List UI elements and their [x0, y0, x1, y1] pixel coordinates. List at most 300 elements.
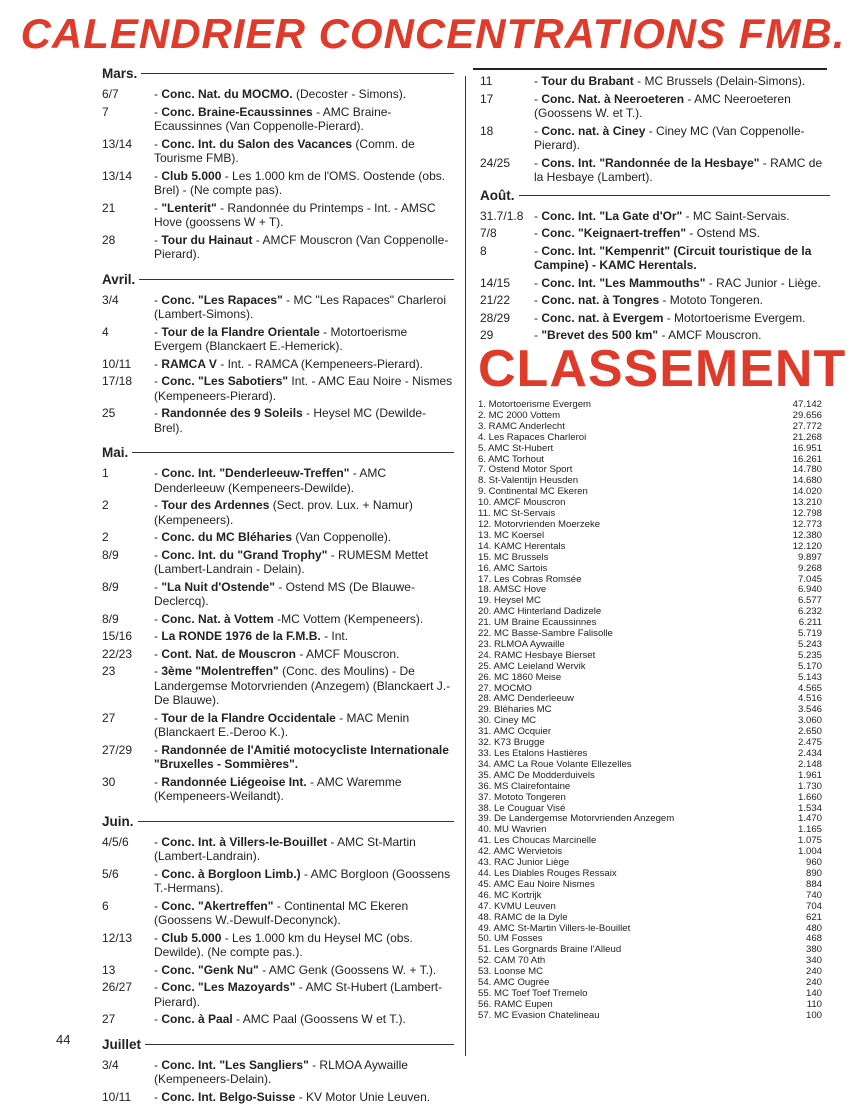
event-name: Club 5.000	[161, 168, 222, 183]
entry-date: 21/22	[480, 293, 511, 307]
entry-date: 3/4	[102, 292, 119, 307]
entry-text: - Conc. "Les Sabotiers" Int. - AMC Eau Noire - Nismes (Kempeneers-Pierard).	[154, 374, 453, 403]
ranking-row	[478, 673, 828, 684]
event-details: - KV Motor Unie Leuven.	[295, 1089, 431, 1104]
club-score: 5.235	[797, 649, 822, 661]
entry-text: - "Brevet des 500 km" - AMCF Mouscron.	[534, 328, 762, 342]
club-name: 47. KVMU Leuven	[478, 900, 556, 912]
club-score: 704	[805, 900, 822, 912]
event-details: - RLMOA Aywaille (Kempeneers-Delain).	[154, 1057, 408, 1086]
club-name: 50. UM Fosses	[478, 933, 543, 945]
club-name: 14. KAMC Herentals	[478, 540, 566, 552]
entry-date: 4/5/6	[102, 834, 129, 849]
club-name: 4. Les Rapaces Charleroi	[478, 431, 587, 443]
calendar-entry	[102, 711, 454, 740]
event-name: Conc. à Paal	[161, 1012, 233, 1026]
entry-text: - Conc. Int. à Villers-le-Bouillet - AMC St-Martin (Lambert-Landrain).	[154, 834, 416, 863]
ranking-row	[478, 1011, 828, 1022]
club-score: 3.060	[797, 715, 822, 727]
calendar-entry	[102, 105, 454, 134]
event-name: Tour du Hainaut	[161, 232, 253, 247]
club-score: 2.434	[797, 748, 822, 759]
calendar-entry	[102, 664, 454, 708]
calendar-entry	[102, 612, 454, 627]
month-rule	[519, 195, 831, 196]
calendar-entry	[102, 743, 454, 772]
entry-text: - Club 5.000 - Les 1.000 km du Heysel MC (obs. Dewilde). (Ne compte pas.).	[154, 930, 413, 959]
event-name: Randonnée Liégeoise Int.	[161, 774, 307, 789]
club-score: 1.470	[797, 813, 822, 825]
event-name: RAMCA V	[161, 356, 217, 371]
club-score: 100	[805, 1009, 822, 1021]
event-name: 3ème "Molentreffen"	[161, 664, 279, 678]
calendar-entry	[102, 325, 454, 354]
club-score: 6.577	[797, 595, 822, 607]
calendar-entry	[102, 867, 454, 896]
event-name: Conc. Int. du "Grand Trophy"	[161, 547, 328, 562]
entry-text: - Conc. "Les Rapaces" - MC "Les Rapaces" Charleroi (Lambert-Simons).	[154, 292, 447, 321]
club-name: 52. CAM 70 Ath	[478, 955, 546, 967]
event-details: - Continental MC Ekeren (Goossens W.-Dewulf-Deconynck).	[154, 898, 409, 927]
event-details: - Les 1.000 km de l'OMS. Oostende (obs. Brel) - (Ne compte pas).	[154, 168, 446, 197]
club-score: 1.534	[797, 802, 822, 814]
club-name: 24. RAMC Hesbaye Bierset	[478, 649, 596, 661]
club-name: 48. RAMC de la Dyle	[478, 911, 568, 923]
club-score: 621	[805, 911, 822, 923]
entry-text: - Conc. Int. "Les Sangliers" - RLMOA Aywaille (Kempeneers-Delain).	[154, 1057, 408, 1086]
entry-date: 10/11	[102, 1089, 132, 1104]
entry-text: - "Lenterit" - Randonnée du Printemps - Int. - AMSC Hove (goossens W + T).	[154, 200, 436, 229]
event-name: Tour de la Flandre Occidentale	[161, 710, 336, 725]
calendar-entry	[480, 209, 830, 224]
club-name: 10. AMCF Mouscron	[478, 497, 566, 509]
calendar-entry	[480, 74, 830, 89]
club-score: 9.897	[797, 551, 822, 563]
event-details: - Les 1.000 km du Heysel MC (obs. Dewilde). (Ne compte pas.).	[154, 930, 413, 959]
club-score: 5.143	[797, 671, 822, 683]
club-name: 20. AMC Hinterland Dadizele	[478, 606, 602, 618]
event-name: Cons. Int. "Randonnée de la Hesbaye"	[541, 155, 760, 170]
event-details: (Decoster - Simons).	[292, 87, 407, 101]
event-name: Conc. "Les Sabotiers"	[161, 374, 289, 388]
event-details: - Motortoerisme Evergem.	[663, 310, 806, 325]
club-name: 17. Les Cobras Romsée	[478, 573, 582, 585]
calendar-entry	[102, 374, 454, 403]
club-name: 55. MC Toef Toef Tremelo	[478, 987, 588, 999]
month-name: Mars.	[102, 66, 138, 81]
club-score: 4.516	[797, 693, 822, 705]
club-name: 54. AMC Ougrée	[478, 977, 550, 989]
event-name: Conc. "Les Rapaces"	[161, 292, 283, 307]
page-number: 44	[56, 1032, 71, 1047]
club-score: 5.719	[797, 628, 822, 640]
month-heading	[102, 272, 454, 287]
event-name: Club 5.000	[161, 930, 222, 945]
club-score: 9.268	[797, 562, 822, 574]
club-score: 1.730	[797, 780, 822, 792]
entry-text: - Tour des Ardennes (Sect. prov. Lux. + Namur) (Kempeneers).	[154, 498, 413, 527]
club-score: 1.961	[797, 769, 822, 781]
event-details: - AMC Genk (Goossens W. + T.).	[258, 962, 437, 977]
club-name: 42. AMC Wervietois	[478, 846, 563, 858]
event-details: - AMC Borgloon (Goossens T.-Hermans).	[154, 866, 451, 895]
entry-text: - Conc. Int. "Les Mammouths" - RAC Junior - Liège.	[534, 275, 821, 290]
entry-text: - Conc. à Paal - AMC Paal (Goossens W et T.).	[154, 1012, 406, 1026]
club-score: 14.680	[792, 475, 822, 487]
calendar-entry	[102, 835, 454, 864]
entry-text: - Conc. Int. du "Grand Trophy" - RUMESM Mettet (Lambert-Landrain - Delain).	[154, 547, 429, 576]
club-name: 57. MC Evasion Chatelineau	[478, 1009, 600, 1021]
event-name: Conc. Int. "Les Mammouths"	[541, 275, 706, 290]
club-name: 9. Continental MC Ekeren	[478, 486, 588, 498]
event-details: - Mototo Tongeren.	[659, 293, 763, 307]
entry-date: 13/14	[102, 168, 133, 183]
calendar-entry	[102, 647, 454, 662]
club-score: 29.656	[792, 409, 822, 421]
calendar-entry	[480, 156, 830, 185]
month-name: Août.	[480, 187, 515, 203]
club-score: 16.261	[792, 453, 822, 465]
entry-text: - Randonnée de l'Amitié motocycliste Internationale "Bruxelles - Sommières".	[154, 742, 449, 771]
event-details: - Randonnée du Printemps - Int. - AMSC Hove (goossens W + T).	[154, 200, 436, 229]
event-name: La RONDE 1976 de la F.M.B.	[161, 629, 321, 643]
calendar-entry	[102, 357, 454, 372]
event-name: Conc. Nat. à Neeroeteren	[541, 91, 685, 106]
club-score: 1.004	[797, 846, 822, 858]
calendar-entry	[102, 466, 454, 495]
club-score: 14.020	[792, 486, 822, 498]
club-name: 26. MC 1860 Meise	[478, 671, 562, 683]
club-name: 5. AMC St-Hubert	[478, 442, 554, 454]
event-details: Int. - AMC Eau Noire - Nismes (Kempeneers-Pierard).	[154, 374, 453, 403]
calendar-right-column	[480, 74, 830, 346]
event-name: Conc. Int. Belgo-Suisse	[161, 1089, 296, 1104]
event-name: Conc. Int. à Villers-le-Bouillet	[161, 834, 328, 849]
entry-text: - Tour de la Flandre Occidentale - MAC Menin (Blanckaert E.-Deroo K.).	[154, 710, 410, 739]
calendar-entry	[102, 629, 454, 644]
club-score: 12.120	[792, 540, 822, 552]
club-name: 6. AMC Torhout	[478, 453, 544, 465]
club-score: 12.773	[792, 518, 822, 530]
month-rule	[139, 279, 454, 280]
event-name: Conc. Braine-Ecaussinnes	[161, 104, 313, 119]
event-details: - MAC Menin (Blanckaert E.-Deroo K.).	[154, 710, 410, 739]
entry-text: - Conc. nat. à Tongres - Mototo Tongeren.	[534, 293, 763, 307]
club-name: 45. AMC Eau Noire Nismes	[478, 878, 595, 890]
event-details: - AMC Braine-Ecaussinnes (Van Coppenolle-Pierard).	[154, 104, 392, 133]
club-score: 110	[806, 998, 822, 1010]
event-name: Conc. "Keignaert-treffen"	[541, 226, 687, 240]
club-name: 2. MC 2000 Vottem	[478, 409, 561, 421]
event-name: Conc. du MC Bléharies	[161, 530, 293, 544]
month-heading	[102, 814, 454, 829]
club-score: 5.170	[797, 660, 822, 672]
entry-text: - Conc. Int. du Salon des Vacances (Comm. de Tourisme FMB).	[154, 136, 415, 165]
club-name: 53. Loonse MC	[478, 966, 544, 978]
event-name: Conc. nat. à Tongres	[541, 293, 660, 307]
entry-text: - Conc. "Les Mazoyards" - AMC St-Hubert (Lambert-Pierard).	[154, 980, 443, 1009]
event-name: Conc. Nat. à Vottem	[161, 611, 274, 626]
entry-date: 8	[480, 243, 487, 258]
club-score: 960	[805, 857, 822, 869]
calendar-entry	[102, 530, 454, 545]
month-rule	[138, 821, 454, 822]
club-score: 468	[805, 933, 822, 945]
entry-text: - Randonnée Liégeoise Int. - AMC Waremme (Kempeneers-Weilandt).	[154, 774, 402, 803]
entry-date: 15/16	[102, 629, 133, 643]
club-name: 46. MC Kortrijk	[478, 889, 542, 901]
club-name: 49. AMC St-Martin Villers-le-Bouillet	[478, 922, 631, 934]
entry-date: 2	[102, 498, 109, 512]
event-name: Randonnée de l'Amitié motocycliste Internationale "Bruxelles - Sommières".	[154, 742, 449, 771]
event-name: Cont. Nat. de Mouscron	[161, 646, 297, 661]
month-name: Mai.	[102, 445, 129, 460]
club-name: 56. RAMC Eupen	[478, 998, 553, 1010]
calendar-entry	[480, 311, 830, 326]
entry-date: 22/23	[102, 646, 133, 661]
event-details: (Comm. de Tourisme FMB).	[154, 136, 415, 165]
entry-text: - Conc. Nat. à Vottem -MC Vottem (Kempeneers).	[154, 611, 424, 626]
club-name: 13. MC Koersel	[478, 529, 545, 541]
month-rule	[145, 1044, 454, 1045]
club-name: 15. MC Brussels	[478, 551, 549, 563]
event-details: - Ostend MS.	[686, 226, 761, 240]
club-name: 3. RAMC Anderlecht	[478, 420, 565, 432]
entry-date: 17/18	[102, 374, 133, 388]
entry-text: - Randonnée des 9 Soleils - Heysel MC (Dewilde-Brel).	[154, 406, 427, 435]
club-score: 47.142	[792, 399, 822, 410]
calendar-entry	[480, 244, 830, 273]
entry-text: - Conc. "Genk Nu" - AMC Genk (Goossens W. + T.).	[154, 962, 437, 977]
club-score: 240	[805, 966, 822, 978]
month-heading	[102, 66, 454, 81]
calendar-entry	[480, 293, 830, 308]
ranking-row	[478, 433, 828, 444]
calendar-entry	[480, 226, 830, 241]
calendar-entry	[102, 1058, 454, 1087]
calendar-left-column	[102, 66, 454, 1107]
month-rule	[132, 452, 454, 453]
club-score: 4.565	[797, 682, 822, 694]
event-details: - Int. - RAMCA (Kempeneers-Pierard).	[216, 356, 423, 371]
calendar-entry	[102, 406, 454, 435]
entry-date: 13/14	[102, 136, 133, 151]
club-score: 27.772	[792, 420, 822, 432]
event-details: -MC Vottem (Kempeneers).	[273, 611, 424, 626]
club-score: 2.148	[797, 758, 822, 770]
entry-date: 28	[102, 232, 116, 247]
club-score: 340	[805, 955, 822, 967]
event-name: Conc. Int. "Les Sangliers"	[161, 1057, 309, 1072]
calendar-entry	[102, 963, 454, 978]
calendar-entry	[102, 1012, 454, 1027]
club-name: 21. UM Braine Ecaussinnes	[478, 617, 597, 629]
club-score: 740	[805, 889, 822, 901]
club-score: 16.951	[792, 442, 822, 454]
club-score: 140	[805, 987, 822, 999]
club-score: 240	[805, 977, 822, 989]
club-score: 890	[805, 867, 822, 879]
classement-title: CLASSEMENT	[478, 340, 847, 398]
club-name: 36. MS Clairefontaine	[478, 780, 571, 792]
month-heading	[480, 188, 830, 203]
entry-text: - Conc. Int. Belgo-Suisse - KV Motor Unie Leuven.	[154, 1089, 431, 1104]
entry-date: 31.7/1.8	[480, 208, 524, 223]
entry-text: - RAMCA V - Int. - RAMCA (Kempeneers-Pierard).	[154, 356, 423, 371]
club-score: 1.075	[797, 835, 822, 847]
ranking-row	[478, 444, 828, 455]
entry-date: 7/8	[480, 226, 497, 240]
club-name: 34. AMC La Roue Volante Ellezelles	[478, 758, 632, 770]
entry-text: - Conc. à Borgloon Limb.) - AMC Borgloon (Goossens T.-Hermans).	[154, 866, 451, 895]
entry-text: - Club 5.000 - Les 1.000 km de l'OMS. Oostende (obs. Brel) - (Ne compte pas).	[154, 168, 446, 197]
entry-text: - Conc. Int. "Kempenrit" (Circuit touristique de la Campine) - KAMC Herentals.	[534, 243, 812, 272]
club-score: 2.475	[797, 737, 822, 749]
event-name: Conc. "Genk Nu"	[161, 962, 259, 977]
entry-date: 3/4	[102, 1057, 119, 1072]
entry-date: 13	[102, 962, 116, 977]
entry-text: - "La Nuit d'Ostende" - Ostend MS (De Blauwe-Declercq).	[154, 579, 415, 608]
calendar-entry	[102, 87, 454, 102]
club-score: 380	[805, 944, 822, 956]
club-name: 27. MOCMO	[478, 682, 532, 694]
event-name: Conc. Int. du Salon des Vacances	[161, 136, 353, 151]
entry-date: 5/6	[102, 866, 119, 881]
entry-date: 21	[102, 200, 116, 215]
event-details: (Conc. des Moulins) - De Landergemse Motorvrienden (Anzegem) (Blanckaert J.-De Blauwe).	[154, 664, 451, 707]
month-name: Avril.	[102, 271, 136, 287]
club-name: 39. De Landergemse Motorvrienden Anzegem	[478, 813, 675, 825]
club-score: 1.660	[797, 791, 822, 803]
club-score: 14.780	[792, 464, 822, 476]
event-name: Conc. nat. à Evergem	[541, 310, 664, 325]
entry-text: - Conc. Braine-Ecaussinnes - AMC Braine-Ecaussinnes (Van Coppenolle-Pierard).	[154, 104, 392, 133]
entry-text: - Cons. Int. "Randonnée de la Hesbaye" - RAMC de la Hesbaye (Lambert).	[534, 155, 823, 184]
club-name: 41. Les Choucas Marcinelle	[478, 835, 597, 847]
entry-date: 27/29	[102, 742, 133, 757]
entry-date: 6/7	[102, 87, 119, 101]
entry-date: 17	[480, 91, 494, 106]
ranking-row	[478, 913, 828, 924]
club-score: 6.211	[798, 617, 822, 629]
calendar-entry	[102, 980, 454, 1009]
club-name: 11. MC St-Servais	[478, 508, 556, 520]
entry-text: - Tour de la Flandre Orientale - Motortoerisme Evergem (Blanckaert E.-Hemerick).	[154, 324, 408, 353]
month-heading	[102, 1037, 454, 1052]
calendar-entry	[102, 1090, 454, 1105]
club-name: 12. Motorvrienden Moerzeke	[478, 518, 601, 530]
entry-date: 12/13	[102, 930, 133, 945]
entry-date: 25	[102, 406, 116, 420]
month-name: Juin.	[102, 813, 134, 829]
club-name: 16. AMC Sartois	[478, 562, 548, 574]
event-name: Conc. Int. "Kempenrit" (Circuit touristique de la Campine) - KAMC Herentals.	[534, 243, 812, 272]
entry-date: 27	[102, 1012, 116, 1026]
club-name: 51. Les Gorgnards Braine l'Alleud	[478, 944, 622, 956]
entry-date: 7	[102, 104, 109, 119]
calendar-entry	[102, 293, 454, 322]
club-score: 7.045	[797, 573, 822, 585]
club-score: 6.232	[797, 606, 822, 618]
event-name: Conc. Nat. du MOCMO.	[161, 87, 293, 101]
event-name: Conc. Int. "La Gate d'Or"	[541, 208, 683, 223]
entry-date: 2	[102, 530, 109, 544]
calendar-entry	[102, 548, 454, 577]
calendar-entry	[102, 169, 454, 198]
july-continued-list	[480, 74, 830, 185]
club-name: 40. MU Wavrien	[478, 824, 547, 836]
entry-text: - Conc. nat. à Evergem - Motortoerisme Evergem.	[534, 310, 806, 325]
event-name: Randonnée des 9 Soleils	[161, 406, 303, 420]
month-block-aout	[480, 188, 830, 343]
club-name: 8. St-Valentijn Heusden	[478, 475, 579, 487]
event-name: Conc. à Borgloon Limb.)	[161, 866, 301, 881]
event-details: - Heysel MC (Dewilde-Brel).	[154, 406, 427, 435]
calendar-entry	[102, 580, 454, 609]
event-details: - AMC St-Martin (Lambert-Landrain).	[154, 834, 416, 863]
club-name: 43. RAC Junior Liège	[478, 857, 570, 869]
entry-text: - Conc. Int. "La Gate d'Or" - MC Saint-Servais.	[534, 208, 790, 223]
calendar-entry	[102, 137, 454, 166]
club-name: 31. AMC Ocquier	[478, 726, 552, 738]
event-details: - AMCF Mouscron (Van Coppenolle-Pierard).	[154, 232, 449, 261]
entry-date: 23	[102, 664, 116, 678]
club-name: 35. AMC De Modderduivels	[478, 769, 595, 781]
classement-section	[478, 340, 847, 1022]
event-details: - MC Brussels (Delain-Simons).	[633, 74, 806, 88]
calendar-entry	[480, 92, 830, 121]
club-name: 19. Heysel MC	[478, 595, 541, 607]
event-details: (Van Coppenolle).	[292, 530, 392, 544]
calendar-entry	[102, 775, 454, 804]
event-details: - AMCF Mouscron.	[658, 328, 762, 342]
event-details: - MC "Les Rapaces" Charleroi (Lambert-Simons).	[154, 292, 447, 321]
club-name: 32. K73 Brugge	[478, 737, 545, 749]
club-score: 884	[805, 878, 822, 890]
entry-date: 11	[480, 74, 493, 88]
event-details: - AMC Denderleeuw (Kempeneers-Dewilde).	[154, 466, 387, 495]
club-score: 2.650	[797, 726, 822, 738]
top-rule	[473, 68, 827, 70]
club-name: 1. Motortoerisme Evergem	[478, 399, 592, 410]
club-score: 3.546	[797, 704, 822, 716]
event-details: - AMC Paal (Goossens W et T.).	[232, 1012, 406, 1026]
month-name: Juillet	[102, 1036, 142, 1052]
entry-text: - Conc. Nat. à Neeroeteren - AMC Neeroeteren (Goossens W. et T.).	[534, 91, 791, 120]
entry-date: 26/27	[102, 980, 133, 994]
entry-text: - Conc. Nat. du MOCMO. (Decoster - Simons).	[154, 87, 407, 101]
event-name: Tour du Brabant	[541, 74, 634, 88]
club-score: 21.268	[792, 431, 822, 443]
calendar-entry	[102, 931, 454, 960]
event-details: - Ostend MS (De Blauwe-Declercq).	[154, 579, 415, 608]
club-score: 1.165	[797, 824, 822, 836]
entry-date: 27	[102, 710, 116, 725]
club-name: 22. MC Basse-Sambre Falisolle	[478, 628, 613, 640]
club-score: 12.380	[792, 529, 822, 541]
ranking-row	[478, 782, 828, 793]
entry-date: 4	[102, 324, 109, 339]
entry-text: - Tour du Hainaut - AMCF Mouscron (Van Coppenolle-Pierard).	[154, 232, 449, 261]
entry-date: 24/25	[480, 155, 511, 170]
calendar-entry	[102, 201, 454, 230]
club-name: 33. Les Etalons Hastières	[478, 748, 588, 759]
month-heading	[102, 445, 454, 460]
entry-date: 14/15	[480, 275, 511, 290]
ranking-row	[478, 564, 828, 575]
entry-text: - La RONDE 1976 de la F.M.B. - Int.	[154, 629, 349, 643]
page-title: CALENDRIER CONCENTRATIONS FMB.	[20, 10, 846, 57]
